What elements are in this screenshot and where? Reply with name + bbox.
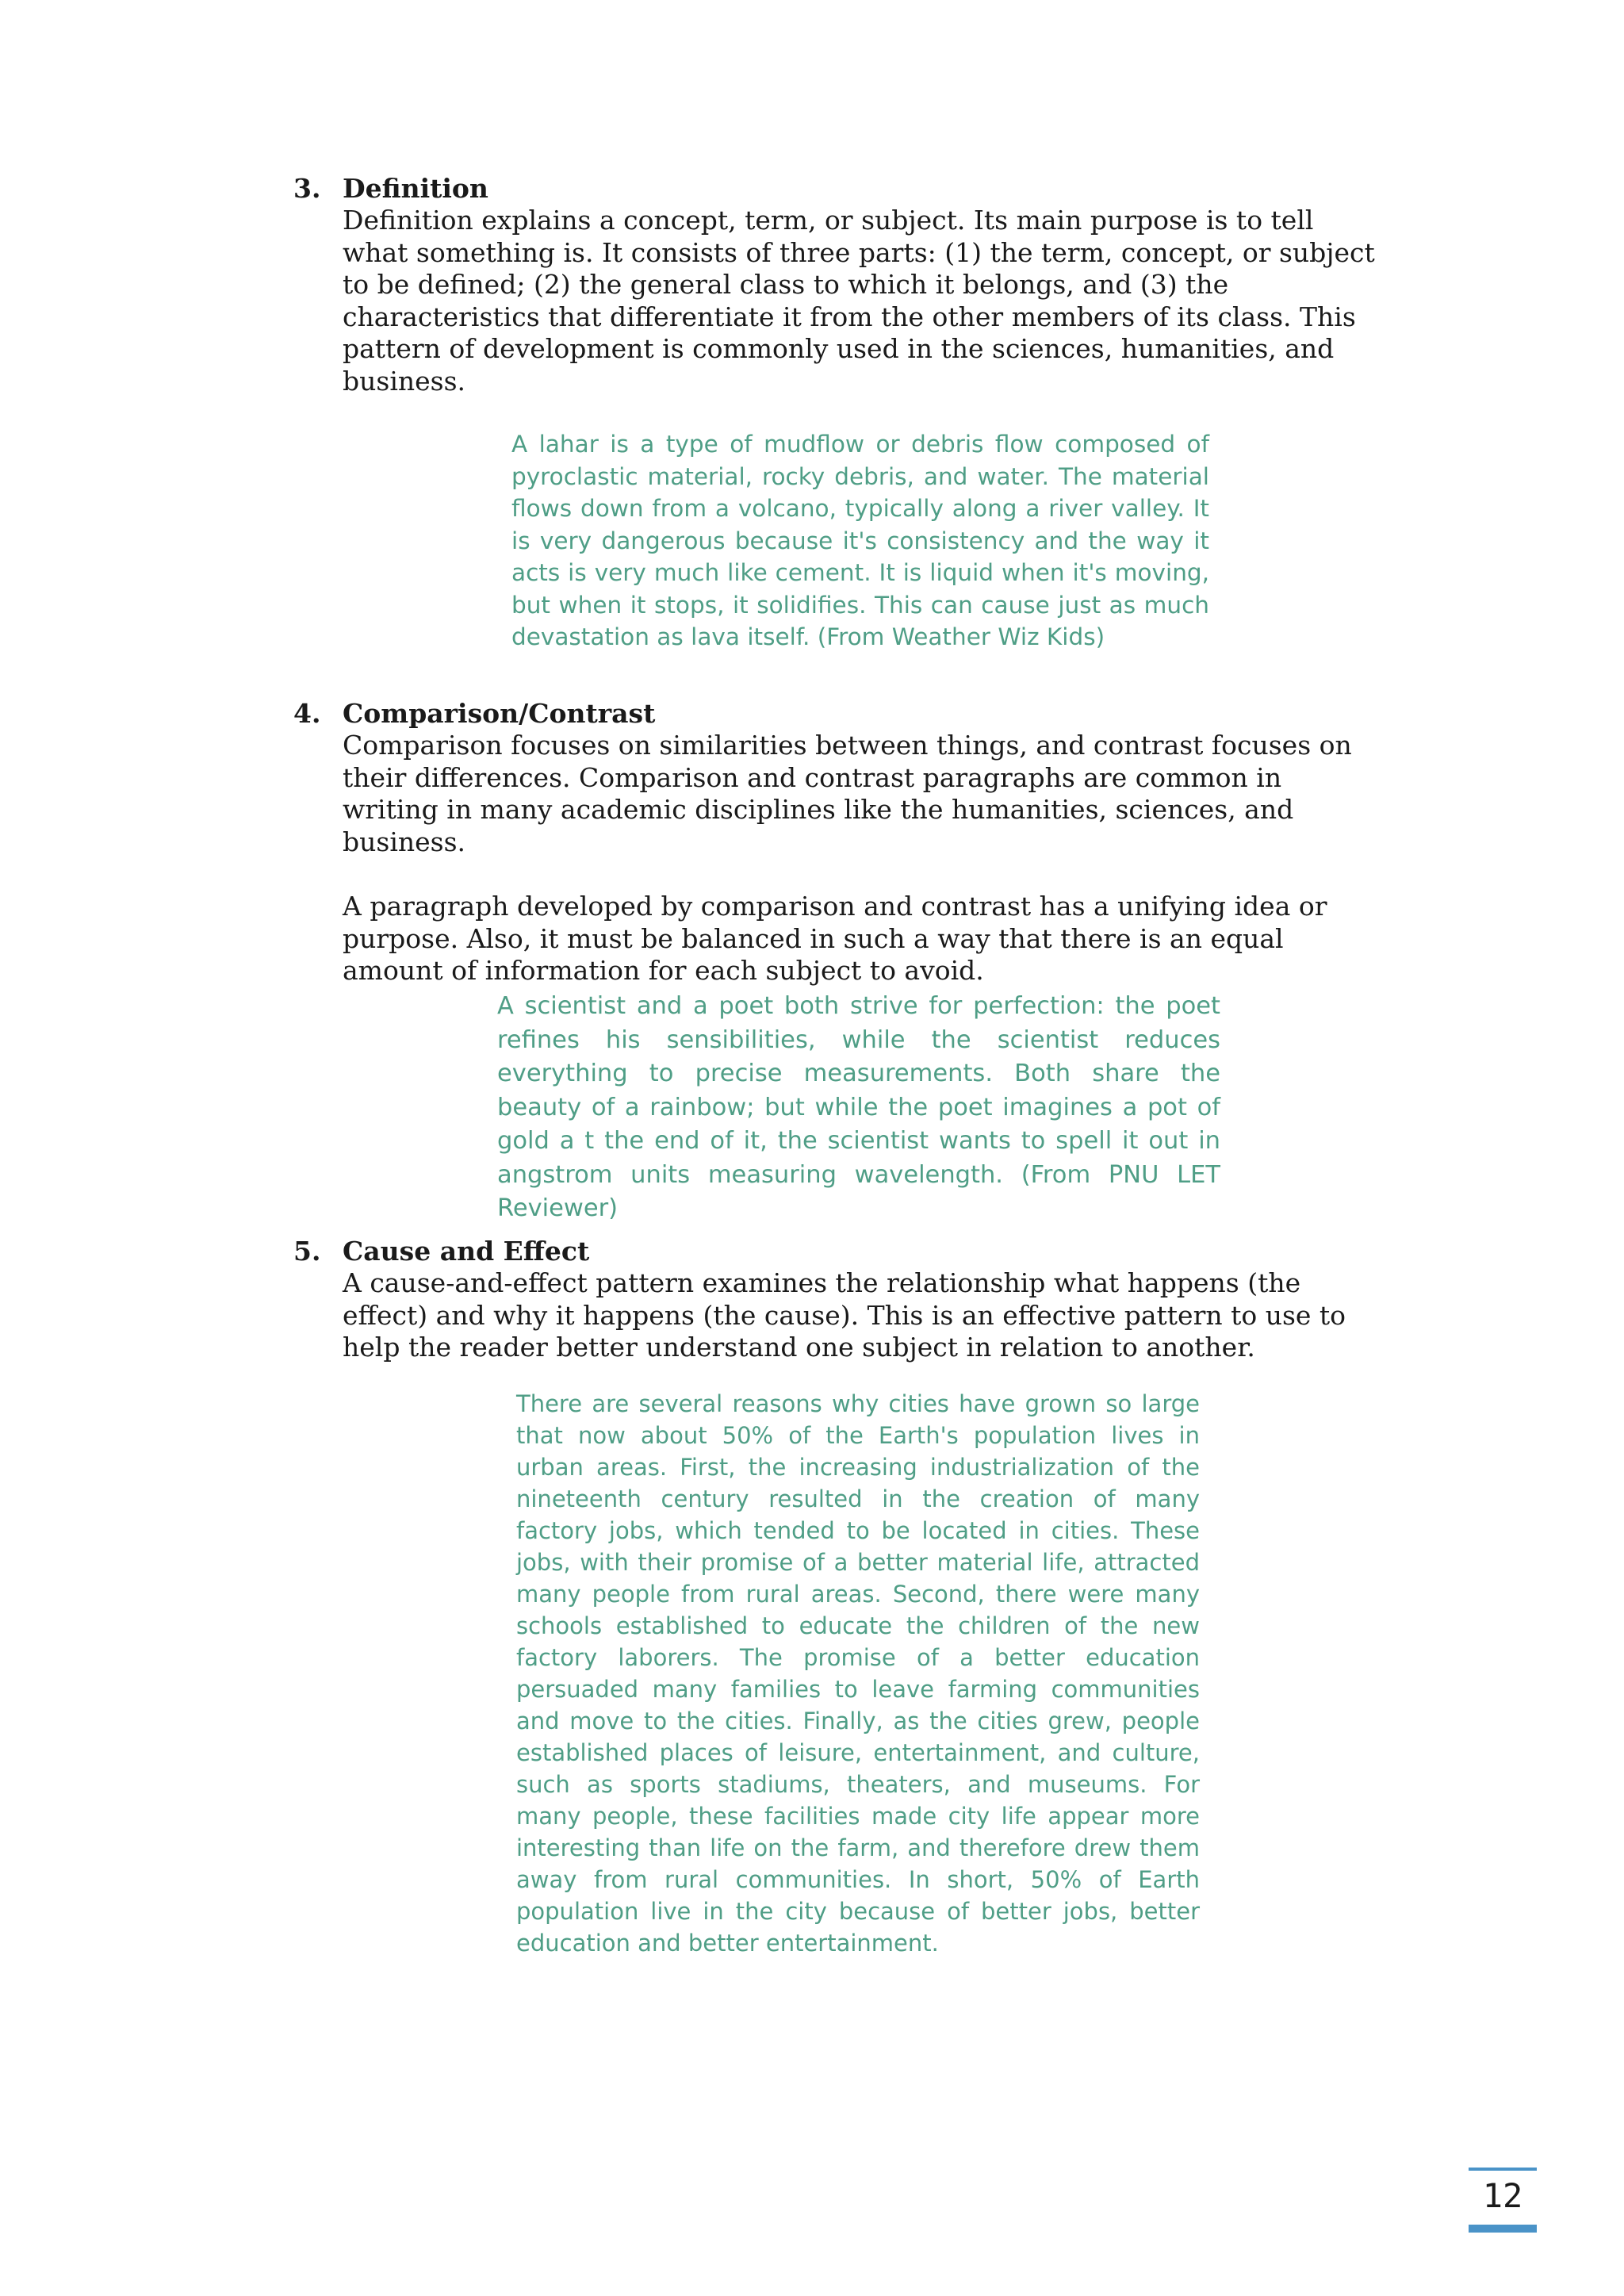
- cause-effect-example: There are several reasons why cities have grown so large that now about 50% of the Earth's population lives in urban areas. First, the increasing industrialization of the nineteenth century resulted in the creation of many factory jobs, which tended to be located in cities. These jobs, with their promise of a better material life, attracted many people from rural areas. Second, there were many schools established to educate the children of the new factory laborers. The promise of a better education persuaded many families to leave farming communities and move to the cities. Finally, as the cities grew, people established places of leisure, entertainment, and culture, such as sports stadiums, theaters, and museums. For many people, these facilities made city life appear more interesting than life on the farm, and therefore drew them away from rural communities. In short, 50% of Earth population live in the city because of better jobs, better education and better entertainment.: [516, 1390, 1200, 1957]
- section-comparison-contrast: [293, 698, 1380, 991]
- section-number: 3.: [293, 173, 321, 204]
- section-paragraph: Definition explains a concept, term, or subject. Its main purpose is to tell what something is. It consists of three parts: (1) the term, concept, or subject to be defined; (2) the general class to which it belongs, and (3) the characteristics that differentiate it from the other members of its class. This pattern of development is commonly used in the sciences, humanities, and business.: [343, 205, 1375, 397]
- page-number-bottom-bar: [1469, 2225, 1537, 2233]
- section-paragraph: A cause-and-effect pattern examines the relationship what happens (the effect) and why it happens (the cause). This is an effective pattern to use to help the reader better understand one subject in relation to another.: [343, 1267, 1346, 1363]
- section-title: Comparison/Contrast: [343, 698, 656, 729]
- section-title: Cause and Effect: [343, 1236, 590, 1267]
- comparison-example: A scientist and a poet both strive for perfection: the poet refines his sensibilities, while the scientist reduces everything to precise measurements. Both share the beauty of a rainbow; but while the poet imagines a pot of gold a t the end of it, the scientist wants to spell it out in angstrom units measuring wavelength. (From PNU LET Reviewer): [497, 992, 1220, 1222]
- section-number: 4.: [293, 698, 321, 729]
- page-number-top-rule: [1469, 2168, 1537, 2171]
- page-number: [1469, 2168, 1537, 2233]
- section-paragraph: A paragraph developed by comparison and contrast has a unifying idea or purpose. Also, it must be balanced in such a way that there is an equal amount of information for each subject to avoid.: [343, 891, 1327, 986]
- section-paragraph: Comparison focuses on similarities between things, and contrast focuses on their differences. Comparison and contrast paragraphs are common in writing in many academic disciplines like the humanities, sciences, and business.: [343, 730, 1352, 857]
- section-cause-and-effect: [293, 1236, 1380, 1370]
- definition-example: A lahar is a type of mudflow or debris flow composed of pyroclastic material, rocky debris, and water. The material flows down from a volcano, typically along a river valley. It is very dangerous because it's consistency and the way it acts is very much like cement. It is liquid when it's moving, but when it stops, it solidifies. This can cause just as much devastation as lava itself. (From Weather Wiz Kids): [511, 431, 1209, 650]
- section-title: Definition: [343, 173, 488, 204]
- page-number-text: 12: [1482, 2176, 1523, 2215]
- section-number: 5.: [293, 1236, 321, 1267]
- section-definition: [293, 173, 1380, 403]
